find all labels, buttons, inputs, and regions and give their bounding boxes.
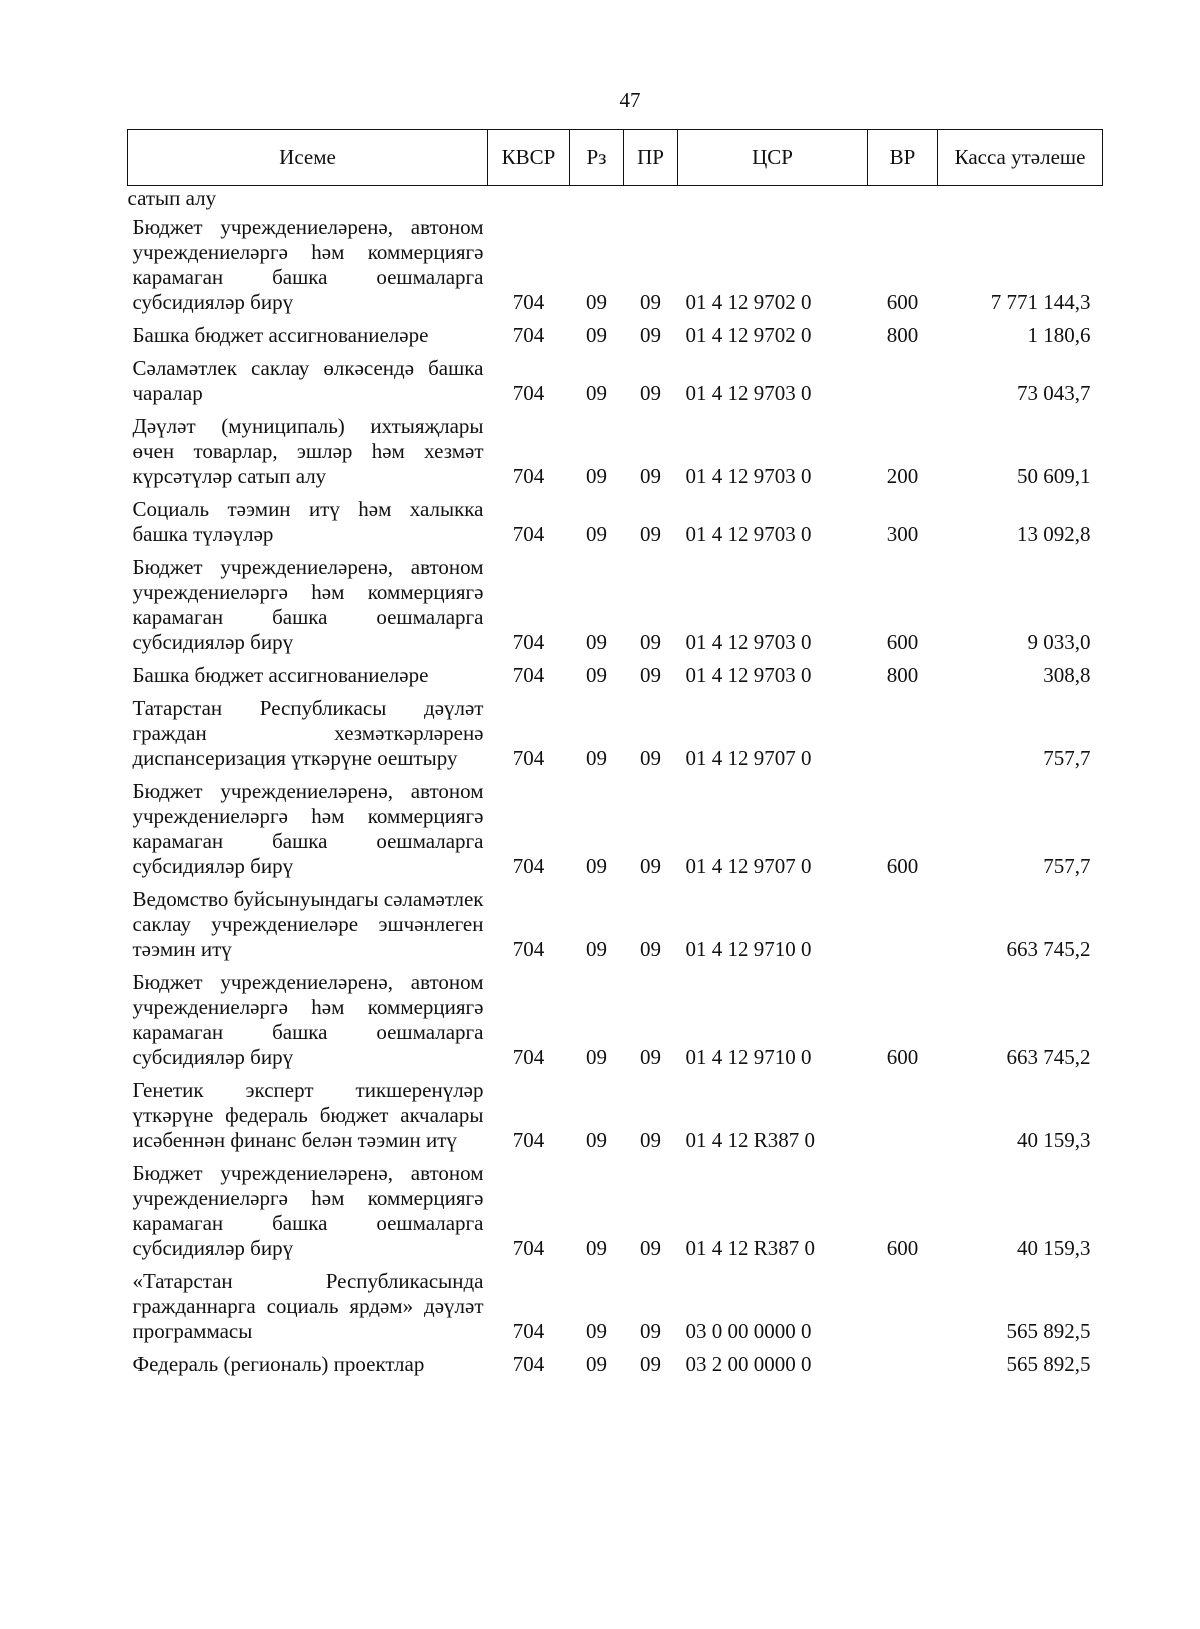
cell-name: Социаль тәэмин итү һәм халыкка башка түләүләр: [132, 497, 484, 546]
cell-kvsr: 704: [512, 663, 545, 687]
cell-name: Бюджет учреждениеләренә, автоном учреждениеләргә һәм коммерциягә карамаган башка оешмаларга субсидияләр бирү: [132, 779, 484, 878]
header-rz: Рз: [570, 130, 624, 186]
table-row: [128, 350, 1103, 408]
cell-vr: [868, 1072, 938, 1155]
cell-vr: 800: [886, 323, 919, 347]
cell-kassa: 40 159,3: [1017, 1128, 1091, 1152]
cell-pr: 09: [640, 522, 661, 546]
cell-vr: [868, 881, 938, 964]
cell-rz: 09: [586, 663, 607, 687]
cell-rz: 09: [586, 1236, 607, 1260]
cell-vr: [868, 1346, 938, 1379]
cell-kassa: 13 092,8: [1017, 522, 1091, 546]
table-row: [128, 211, 1103, 317]
cell-name: Федераль (региональ) проектлар: [132, 1352, 425, 1376]
cell-csr: 01 4 12 R387 0: [685, 1128, 816, 1152]
cell-csr: 01 4 12 9707 0: [685, 746, 812, 770]
cell-vr: 200: [886, 464, 919, 488]
cell-name: Башка бюджет ассигнованиеләре: [132, 663, 429, 687]
cell-name: Бюджет учреждениеләренә, автоном учреждениеләргә һәм коммерциягә карамаган башка оешмаларга субсидияләр бирү: [132, 215, 484, 314]
table-row: [128, 1155, 1103, 1263]
cell-csr: 01 4 12 9703 0: [685, 522, 812, 546]
cell-vr: [868, 350, 938, 408]
cell-name: Бюджет учреждениеләренә, автоном учреждениеләргә һәм коммерциягә карамаган башка оешмаларга субсидияләр бирү: [132, 1161, 484, 1260]
cell-kassa: 9 033,0: [1027, 630, 1091, 654]
table-row: [128, 549, 1103, 657]
cell-kassa: 50 609,1: [1017, 464, 1091, 488]
cell-kassa: 308,8: [1043, 663, 1091, 687]
cell-pr: 09: [640, 854, 661, 878]
table-row: [128, 491, 1103, 549]
cell-pr: 09: [640, 1128, 661, 1152]
cell-csr: 03 0 00 0000 0: [685, 1319, 812, 1343]
table-row: [128, 773, 1103, 881]
cell-pr: 09: [640, 381, 661, 405]
cell-kvsr: 704: [512, 746, 545, 770]
cell-vr: 600: [886, 1236, 919, 1260]
cell-vr: 600: [886, 854, 919, 878]
cell-rz: 09: [586, 1128, 607, 1152]
cell-csr: 01 4 12 9702 0: [685, 323, 812, 347]
cell-csr: 03 2 00 0000 0: [685, 1352, 812, 1376]
cell-kassa: 663 745,2: [1006, 937, 1091, 961]
table-row: [128, 964, 1103, 1072]
table-row: [128, 1346, 1103, 1379]
cell-rz: 09: [586, 464, 607, 488]
cell-kassa: 40 159,3: [1017, 1236, 1091, 1260]
cell-kvsr: 704: [512, 630, 545, 654]
cell-kvsr: 704: [512, 522, 545, 546]
cell-pr: 09: [640, 1352, 661, 1376]
cell-kassa: 663 745,2: [1006, 1045, 1091, 1069]
cell-kvsr: 704: [512, 464, 545, 488]
cell-vr: 600: [886, 290, 919, 314]
header-csr: ЦСР: [678, 130, 868, 186]
cell-pr: 09: [640, 1236, 661, 1260]
header-kassa: Касса утәлеше: [938, 130, 1103, 186]
cell-name: Генетик эксперт тикшеренүләр үткәрүне федераль бюджет акчалары исәбеннән финанс белән тәэмин итү: [132, 1078, 484, 1152]
header-name: Исеме: [128, 130, 488, 186]
table-body: [128, 186, 1103, 1380]
cell-csr: 01 4 12 9703 0: [685, 381, 812, 405]
continuation-text: сатып алу: [127, 186, 217, 210]
cell-pr: 09: [640, 464, 661, 488]
cell-csr: 01 4 12 9703 0: [685, 464, 812, 488]
cell-kvsr: 704: [512, 290, 545, 314]
cell-pr: 09: [640, 1319, 661, 1343]
cell-vr: [868, 690, 938, 773]
cell-kvsr: 704: [512, 1045, 545, 1069]
cell-rz: 09: [586, 1352, 607, 1376]
cell-kassa: 757,7: [1043, 746, 1091, 770]
cell-kvsr: 704: [512, 323, 545, 347]
cell-csr: 01 4 12 9707 0: [685, 854, 812, 878]
cell-vr: 300: [886, 522, 919, 546]
cell-pr: 09: [640, 323, 661, 347]
cell-rz: 09: [586, 290, 607, 314]
cell-kvsr: 704: [512, 1236, 545, 1260]
cell-kvsr: 704: [512, 1319, 545, 1343]
cell-csr: 01 4 12 9703 0: [685, 630, 812, 654]
cell-vr: [868, 1263, 938, 1346]
cell-kvsr: 704: [512, 854, 545, 878]
header-kvsr: КВСР: [488, 130, 570, 186]
continuation-row: [128, 186, 1103, 212]
cell-rz: 09: [586, 323, 607, 347]
cell-rz: 09: [586, 1045, 607, 1069]
cell-kvsr: 704: [512, 1128, 545, 1152]
cell-kvsr: 704: [512, 937, 545, 961]
cell-csr: 01 4 12 9703 0: [685, 663, 812, 687]
cell-kvsr: 704: [512, 1352, 545, 1376]
cell-pr: 09: [640, 663, 661, 687]
cell-csr: 01 4 12 9710 0: [685, 1045, 812, 1069]
cell-pr: 09: [640, 937, 661, 961]
cell-rz: 09: [586, 746, 607, 770]
header-row: [128, 130, 1103, 186]
cell-pr: 09: [640, 630, 661, 654]
table-row: [128, 881, 1103, 964]
table-row: [128, 408, 1103, 491]
cell-kassa: 1 180,6: [1027, 323, 1091, 347]
cell-name: Башка бюджет ассигнованиеләре: [132, 323, 429, 347]
cell-pr: 09: [640, 1045, 661, 1069]
cell-name: Бюджет учреждениеләренә, автоном учреждениеләргә һәм коммерциягә карамаган башка оешмаларга субсидияләр бирү: [132, 555, 484, 654]
cell-vr: 600: [886, 630, 919, 654]
cell-name: Бюджет учреждениеләренә, автоном учреждениеләргә һәм коммерциягә карамаган башка оешмаларга субсидияләр бирү: [132, 970, 484, 1069]
cell-rz: 09: [586, 630, 607, 654]
header-vr: ВР: [868, 130, 938, 186]
cell-rz: 09: [586, 854, 607, 878]
cell-rz: 09: [586, 1319, 607, 1343]
cell-pr: 09: [640, 746, 661, 770]
table-row: [128, 1263, 1103, 1346]
cell-name: Татарстан Республикасы дәүләт граждан хезмәткәрләренә диспансеризация үткәрүне оештыру: [132, 696, 484, 770]
cell-kassa: 7 771 144,3: [990, 290, 1091, 314]
table-row: [128, 657, 1103, 690]
table-row: [128, 690, 1103, 773]
cell-csr: 01 4 12 R387 0: [685, 1236, 816, 1260]
cell-rz: 09: [586, 381, 607, 405]
cell-name: Дәүләт (муниципаль) ихтыяҗлары өчен товарлар, эшләр һәм хезмәт күрсәтүләр сатып алу: [132, 414, 484, 488]
table-row: [128, 1072, 1103, 1155]
cell-rz: 09: [586, 937, 607, 961]
cell-kassa: 73 043,7: [1017, 381, 1091, 405]
cell-name: Сәламәтлек саклау өлкәсендә башка чаралар: [132, 356, 484, 405]
cell-name: Ведомство буйсынуындагы сәламәтлек саклау учреждениеләре эшчәнлеген тәэмин итү: [132, 887, 484, 961]
cell-kassa: 565 892,5: [1006, 1319, 1091, 1343]
table-row: [128, 317, 1103, 350]
cell-kassa: 757,7: [1043, 854, 1091, 878]
header-pr: ПР: [624, 130, 678, 186]
cell-vr: 800: [886, 663, 919, 687]
table-header: [128, 130, 1103, 186]
budget-table-container: [127, 129, 1102, 1379]
cell-vr: 600: [886, 1045, 919, 1069]
budget-table: [127, 129, 1103, 1379]
cell-name: «Татарстан Республикасында гражданнарга социаль ярдәм» дәүләт программасы: [132, 1269, 484, 1343]
cell-csr: 01 4 12 9710 0: [685, 937, 812, 961]
cell-kvsr: 704: [512, 381, 545, 405]
cell-pr: 09: [640, 290, 661, 314]
cell-rz: 09: [586, 522, 607, 546]
cell-kassa: 565 892,5: [1006, 1352, 1091, 1376]
cell-csr: 01 4 12 9702 0: [685, 290, 812, 314]
page-number: 47: [619, 88, 641, 112]
